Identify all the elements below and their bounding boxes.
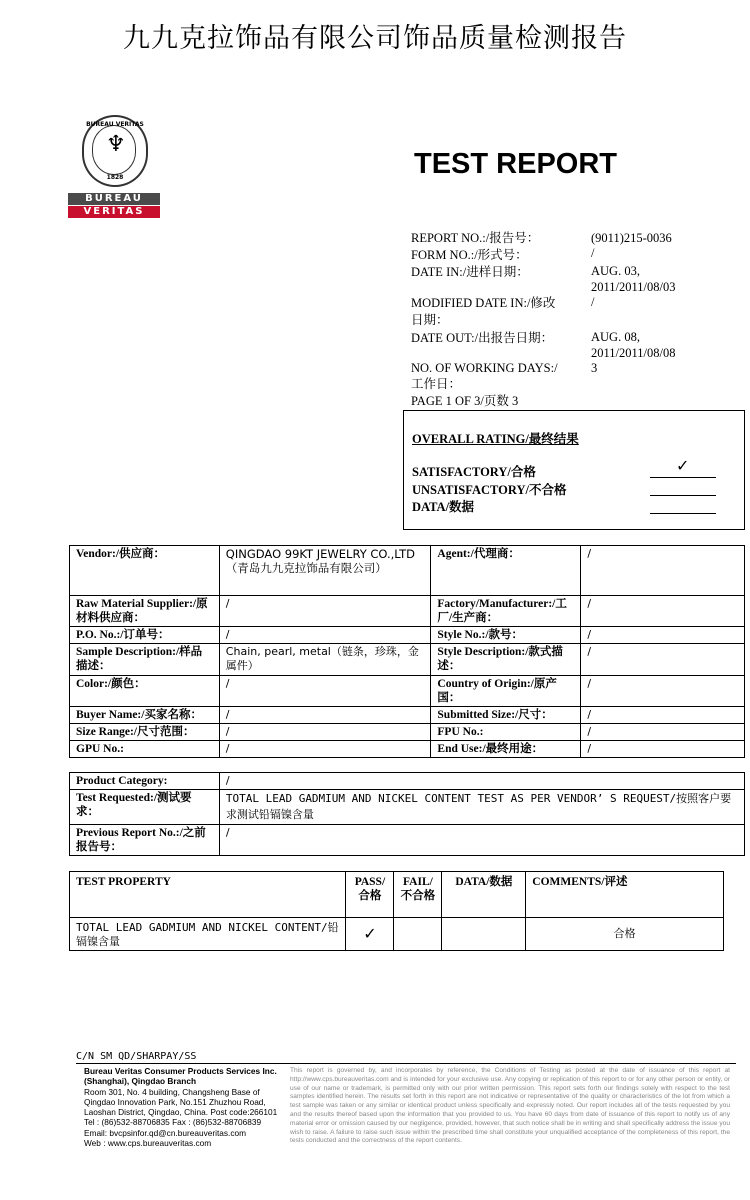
- table-row: [70, 724, 745, 741]
- unsatisfactory-label: UNSATISFACTORY/不合格: [412, 483, 567, 497]
- logo-bar-bureau: BUREAU: [68, 193, 160, 205]
- category-label: Product Category:: [70, 773, 220, 790]
- table-row: [70, 790, 745, 825]
- logo-year: 1828: [106, 174, 124, 181]
- seal-icon: [82, 115, 148, 187]
- table-header-row: [70, 872, 724, 918]
- date-out-label: DATE OUT:/出报告日期：: [411, 331, 554, 345]
- table-row: [70, 676, 745, 707]
- previous-report-label: Previous Report No.:/之前报告号：: [70, 825, 220, 856]
- working-days-label: NO. OF WORKING DAYS:/: [411, 361, 558, 375]
- result-data: [442, 918, 526, 951]
- report-no-value: (9011)215-0036: [591, 231, 672, 245]
- table-row: [70, 644, 745, 676]
- footer-web: Web : www.cps.bureauveritas.com: [84, 1138, 212, 1149]
- style-no-value: /: [581, 627, 745, 644]
- result-comment: 合格: [526, 918, 724, 951]
- modified-date-label-2: 日期：: [411, 313, 449, 327]
- header-test-property: TEST PROPERTY: [70, 872, 346, 918]
- origin-value: /: [581, 676, 745, 707]
- table-row: [70, 741, 745, 758]
- color-value: /: [219, 676, 431, 707]
- form-no-label: FORM NO.:/形式号：: [411, 248, 528, 262]
- vendor-value: QINGDAO 99KT JEWELRY CO.,LTD （青岛九九克拉饰品有限公司）: [219, 546, 431, 596]
- header-pass: PASS/合格: [346, 872, 394, 918]
- footer-address: Room 301, No. 4 building, Changsheng Base of Qingdao Innovation Park, No.151 Zhuzhou Road, Laoshan District, Qingdao, China. Post code:266101: [84, 1086, 278, 1118]
- end-use-value: /: [581, 741, 745, 758]
- report-no-label: REPORT NO.:/报告号：: [411, 231, 540, 245]
- table-row: [70, 918, 724, 951]
- fpu-label: FPU No.:: [431, 724, 581, 741]
- page-count: PAGE 1 OF 3/页数 3: [411, 394, 519, 408]
- overall-rating-box: [403, 410, 745, 530]
- result-fail: [394, 918, 442, 951]
- footer-tel: Tel : (86)532-88706835 Fax : (86)532-88706839: [84, 1117, 262, 1128]
- request-table: [69, 772, 745, 856]
- pass-check-icon: ✓: [346, 918, 394, 951]
- buyer-label: Buyer Name:/买家名称：: [70, 707, 220, 724]
- gpu-value: /: [219, 741, 431, 758]
- table-row: [70, 825, 745, 856]
- end-use-label: End Use:/最终用途：: [431, 741, 581, 758]
- footer-email: Email: bvcpsinfor.qd@cn.bureauveritas.com: [84, 1127, 246, 1138]
- result-table: [69, 871, 724, 951]
- table-row: [70, 707, 745, 724]
- category-value: /: [219, 773, 744, 790]
- footer-divider: [76, 1063, 736, 1064]
- sample-desc-value: Chain, pearl, metal（链条，珍珠，金属件）: [219, 644, 431, 676]
- origin-label: Country of Origin:/原产国：: [431, 676, 581, 707]
- table-row: [70, 596, 745, 627]
- gpu-label: GPU No.:: [70, 741, 220, 758]
- color-label: Color:/颜色：: [70, 676, 220, 707]
- footer-address-block: [84, 1066, 284, 1148]
- raw-supplier-value: /: [219, 596, 431, 627]
- date-in-value-2: 2011/2011/08/03: [591, 280, 676, 294]
- modified-date-value: /: [591, 295, 595, 309]
- style-no-label: Style No.:/款号：: [431, 627, 581, 644]
- factory-value: /: [581, 596, 745, 627]
- sample-info-table: [69, 545, 745, 758]
- unsatisfactory-line: [650, 495, 716, 496]
- satisfactory-line: [650, 477, 716, 478]
- bureau-veritas-logo: [68, 115, 160, 218]
- test-requested-value: TOTAL LEAD GADMIUM AND NICKEL CONTENT TEST AS PER VENDOR’ S REQUEST/按照客户要求测试铅镉镍含量: [219, 790, 744, 825]
- result-property: TOTAL LEAD GADMIUM AND NICKEL CONTENT/铅镉镍含量: [70, 918, 346, 951]
- footer-code: C/N SM QD/SHARPAY/SS: [76, 1051, 197, 1062]
- date-in-value: AUG. 03,: [591, 264, 640, 278]
- footer-disclaimer: This report is governed by, and incorporates by reference, the Conditions of Testing as posted at the date of issuance of this report at http://www.cps.bureauveritas.com and is intended for your exclusive use. Any copying or replication of this report to or for any other person or entity, or use of our name or trademark, is permitted only with our prior written permission. This report sets forth our findings solely with respect to the test samples identified herein. The results set forth in this report are not indicative or representative of the quality or characteristics of the lot from which a test sample was taken or any similar or identical product unless specifically and expressly noted. Our report includes all of the tests requested by you and the results thereof based upon the information that you provided to us. You have 60 days from date of issuance of this report to notify us of any material error or omission caused by our negligence, provided, however, that such notice shall be in writing and shall specifically address the issue you wish to raise. A failure to raise such issue within the prescribed time shall constitute your unqualified acceptance of the completeness of this report, the tests conducted and the correctness of the report contents.: [290, 1067, 730, 1145]
- satisfactory-label: SATISFACTORY/合格: [412, 465, 536, 479]
- logo-ring-text: BUREAU VERITAS: [86, 121, 144, 128]
- report-heading: TEST REPORT: [414, 148, 618, 180]
- style-desc-value: /: [581, 644, 745, 676]
- working-days-label-2: 工作日：: [411, 377, 462, 391]
- date-out-value: AUG. 08,: [591, 330, 640, 344]
- raw-supplier-label: Raw Material Supplier:/原材料供应商：: [70, 596, 220, 627]
- data-line: [650, 513, 716, 514]
- header-comments: COMMENTS/评述: [526, 872, 724, 918]
- submitted-size-value: /: [581, 707, 745, 724]
- table-row: [70, 546, 745, 596]
- footer-company: Bureau Veritas Consumer Products Services Inc. (Shanghai), Qingdao Branch: [84, 1066, 277, 1087]
- vendor-label: Vendor:/供应商：: [70, 546, 220, 596]
- size-range-label: Size Range:/尺寸范围：: [70, 724, 220, 741]
- table-row: [70, 773, 745, 790]
- previous-report-value: /: [219, 825, 744, 856]
- date-in-label: DATE IN:/进样日期：: [411, 265, 529, 279]
- header-data: DATA/数据: [442, 872, 526, 918]
- figure-icon: ♆: [106, 131, 126, 156]
- po-label: P.O. No.:/订单号：: [70, 627, 220, 644]
- buyer-value: /: [219, 707, 431, 724]
- modified-date-label: MODIFIED DATE IN:/修改: [411, 296, 556, 310]
- fpu-value: /: [581, 724, 745, 741]
- page-title: 九九克拉饰品有限公司饰品质量检测报告: [123, 23, 627, 54]
- size-range-value: /: [219, 724, 431, 741]
- table-row: [70, 627, 745, 644]
- date-out-value-2: 2011/2011/08/08: [591, 346, 676, 360]
- po-value: /: [219, 627, 431, 644]
- sample-desc-label: Sample Description:/样品描述：: [70, 644, 220, 676]
- check-icon: ✓: [676, 456, 690, 475]
- overall-rating-heading: OVERALL RATING/最终结果: [412, 432, 579, 446]
- submitted-size-label: Submitted Size:/尺寸：: [431, 707, 581, 724]
- test-requested-label: Test Requested:/测试要求：: [70, 790, 220, 825]
- working-days-value: 3: [591, 361, 598, 375]
- logo-bar-veritas: VERITAS: [68, 206, 160, 218]
- form-no-value: /: [591, 246, 595, 260]
- style-desc-label: Style Description:/款式描述：: [431, 644, 581, 676]
- data-label: DATA/数据: [412, 500, 475, 514]
- factory-label: Factory/Manufacturer:/工厂/生产商：: [431, 596, 581, 627]
- agent-label: Agent:/代理商：: [431, 546, 581, 596]
- header-fail: FAIL/不合格: [394, 872, 442, 918]
- agent-value: /: [581, 546, 745, 596]
